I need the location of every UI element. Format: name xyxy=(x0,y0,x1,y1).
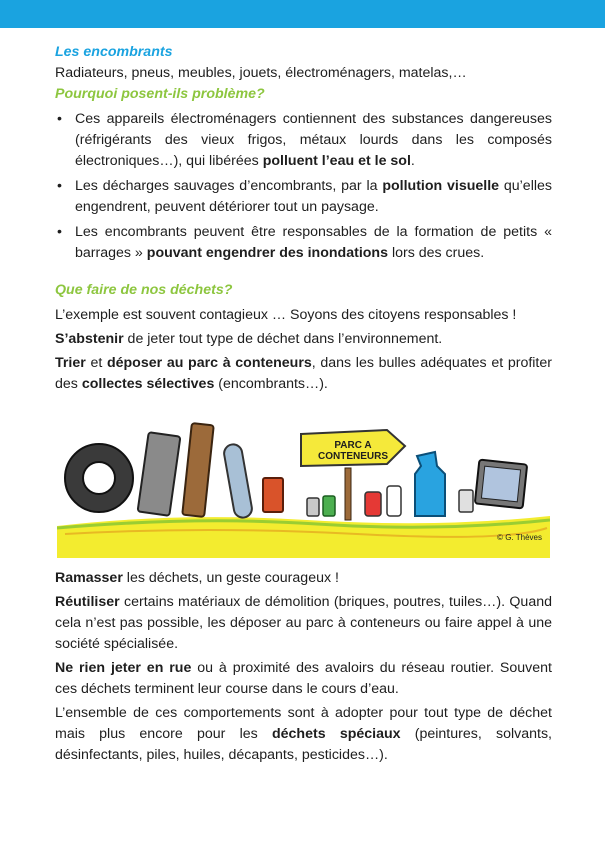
paragraph: Ramasser les déchets, un geste courageux ! xyxy=(55,570,339,586)
list-item: • Les décharges sauvages d’encombrants, par la pollution visuelle qu’elles engendrent, peuvent détériorer tout un paysage. xyxy=(57,178,552,215)
problem-list xyxy=(55,109,552,264)
question-heading-1: Pourquoi posent-ils problème? xyxy=(55,86,265,102)
question-heading-2: Que faire de nos déchets? xyxy=(55,282,233,298)
paragraph: S’abstenir de jeter tout type de déchet dans l’environnement. xyxy=(55,331,443,347)
paragraph: L’ensemble de ces comportements sont à adopter pour tout type de déchet mais plus encore pour les déchets spéciaux (peintures, solvants, désinfectants, piles, huiles, décapants, pesticides…). xyxy=(55,705,552,763)
intro-text: Radiateurs, pneus, meubles, jouets, électroménagers, matelas,… xyxy=(55,65,467,81)
list-item: • Ces appareils électroménagers contiennent des substances dangereuses (réfrigérants des vieux frigos, métaux lourds dans les composés électroniques…), qui libérées polluent l’eau et le sol. xyxy=(57,111,552,169)
document-body xyxy=(55,42,552,395)
cartoon-drawing xyxy=(57,416,550,558)
section-title: Les encombrants xyxy=(55,44,173,60)
header-bar xyxy=(0,0,605,28)
image-credit: © G. Thèves xyxy=(497,533,542,542)
bullet-icon: • xyxy=(57,224,62,240)
paragraph: Réutiliser certains matériaux de démolition (briques, poutres, tuiles…). Quand cela n’est pas possible, les déposer au parc à conteneurs ou faire appel à une société spécialisée. xyxy=(55,594,552,652)
bullet-icon: • xyxy=(57,178,62,194)
recycling-illustration xyxy=(57,416,550,558)
bullet-icon: • xyxy=(57,111,62,127)
sign-label: PARC A CONTENEURS xyxy=(317,440,388,462)
paragraph: L’exemple est souvent contagieux … Soyons des citoyens responsables ! xyxy=(55,307,517,323)
list-item: • Les encombrants peuvent être responsables de la formation de petits « barrages » pouvant engendrer des inondations lors des crues. xyxy=(57,224,552,261)
paragraph: Ne rien jeter en rue ou à proximité des avaloirs du réseau routier. Souvent ces déchets terminent leur course dans le cours d’eau. xyxy=(55,660,552,697)
document-body-bottom xyxy=(55,568,552,766)
paragraph: Trier et déposer au parc à conteneurs, dans les bulles adéquates et profiter des collectes sélectives (encombrants…). xyxy=(55,355,552,392)
